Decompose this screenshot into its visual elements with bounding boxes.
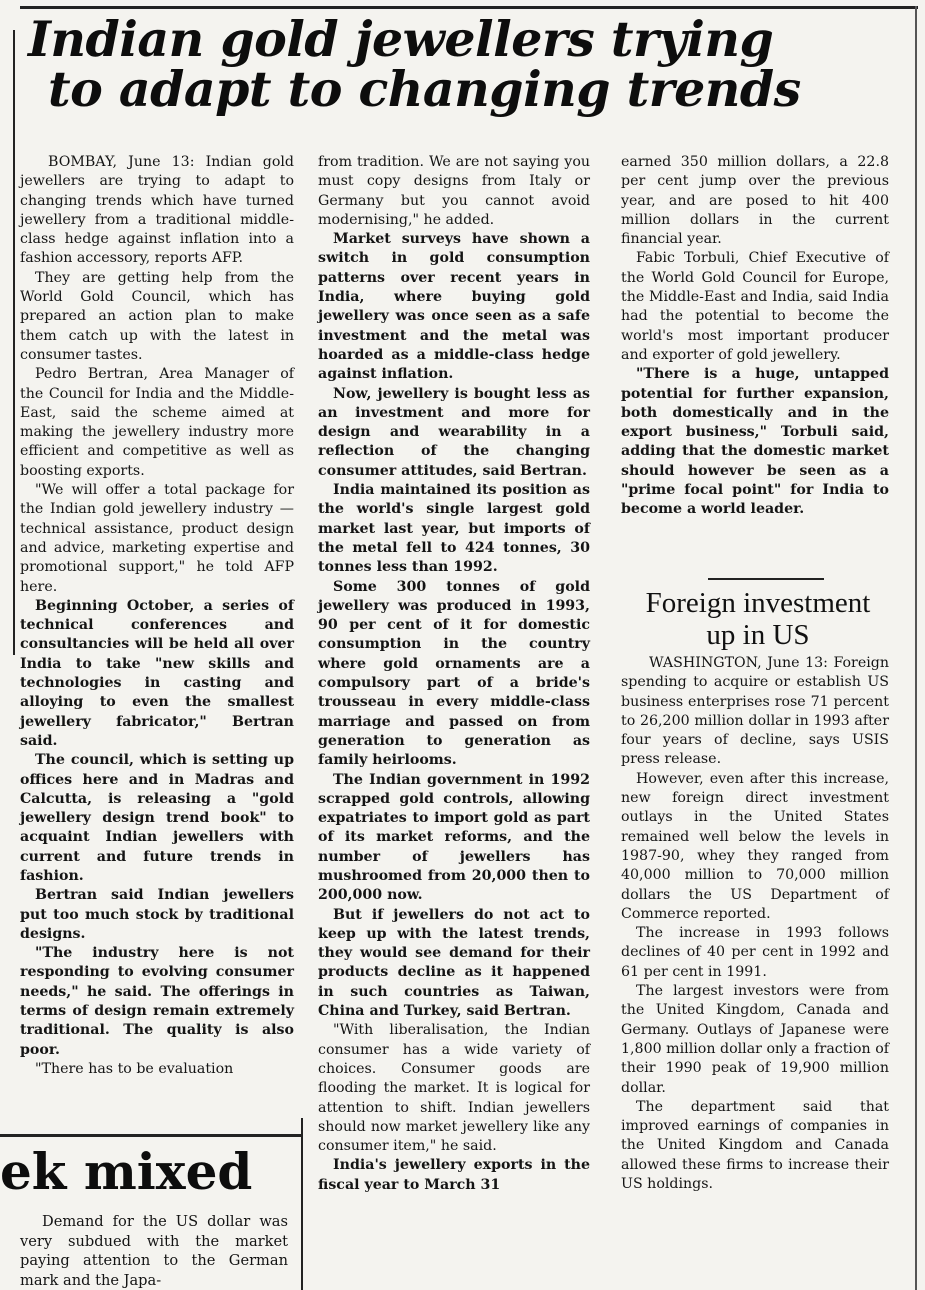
left-column-border (13, 30, 15, 655)
paragraph: Beginning October, a series of technical conferences and consultancies will be held all over India to take "new skills and technologies in casting and alloying to even the smallest jewellery fabricator," Bertran said. (20, 597, 294, 749)
column-divider (301, 1118, 303, 1290)
article-column-1 (20, 153, 294, 1079)
paragraph: The largest investors were from the United Kingdom, Canada and Germany. Outlays of Japanese were 1,800 million dollar only a fraction of their 1990 peak of 19,900 million dollar. (621, 983, 889, 1096)
paragraph: earned 350 million dollars, a 22.8 per cent jump over the previous year, and are posed to hit 400 million dollars in the current financial year. (621, 154, 889, 248)
paragraph: The Indian government in 1992 scrapped gold controls, allowing expatriates to import gold as part of its market reforms, and the number of jewellers has mushroomed from 20,000 then to 200,000 now. (318, 771, 590, 904)
paragraph: Some 300 tonnes of gold jewellery was produced in 1993, 90 per cent of it for domestic consumption in the country where gold ornaments are a compulsory part of a bride's trousseau in every middle-class marriage and passed on from generation to generation as family heirlooms. (318, 578, 590, 769)
second-article-column (621, 654, 889, 1194)
paragraph: WASHINGTON, June 13: Foreign spending to acquire or establish US business enterprises rose 71 percent to 26,200 million dollar in 1993 after four years of decline, says USIS press release. (621, 655, 889, 768)
paragraph: "We will offer a total package for the Indian gold jewellery industry — technical assistance, product design and advice, marketing expertise and promotional support," he told AFP here. (20, 482, 294, 595)
bottom-section-rule (0, 1134, 301, 1137)
paragraph: The department said that improved earnings of companies in the United Kingdom and Canada allowed these firms to increase their US holdings. (621, 1098, 889, 1193)
paragraph: India's jewellery exports in the fiscal year to March 31 (318, 1157, 590, 1193)
paragraph: India maintained its position as the world's single largest gold market last year, but imports of the metal fell to 424 tonnes, 30 tonnes less than 1992. (318, 482, 590, 576)
article-column-2 (318, 153, 590, 1195)
paragraph: from tradition. We are not saying you must copy designs from Italy or Germany but you cannot avoid modernising," he added. (318, 154, 590, 228)
paragraph: But if jewellers do not act to keep up with the latest trends, they would see demand for their products decline as it happened in such countries as Taiwan, China and Turkey, said Bertran. (318, 906, 590, 1020)
third-article-column (20, 1212, 288, 1290)
article-column-3 (621, 153, 889, 520)
subhead-line-2: up in US (706, 619, 810, 651)
paragraph: "With liberalisation, the Indian consumer has a wide variety of choices. Consumer goods are flooding the market. It is logical for attention to shift. Indian jewellers should now market jewellery like any consumer item," he said. (318, 1022, 590, 1155)
paragraph: BOMBAY, June 13: Indian gold jewellers are trying to adapt to changing trends which have turned jewellery from a traditional middle-class hedge against inflation into a fashion accessory, reports AFP. (20, 154, 294, 267)
paragraph: Pedro Bertran, Area Manager of the Council for India and the Middle-East, said the scheme aimed at making the jewellery industry more efficient and competitive as well as boosting exports. (20, 366, 294, 479)
second-article-headline (618, 587, 898, 651)
paragraph: However, even after this increase, new foreign direct investment outlays in the United States remained well below the levels in 1987-90, whey they ranged from 40,000 million to 70,000 million dollars the US Department of Commerce reported. (621, 770, 889, 922)
paragraph: They are getting help from the World Gold Council, which has prepared an action plan to make them catch up with the latest in consumer tastes. (20, 269, 294, 363)
paragraph: The increase in 1993 follows declines of 40 per cent in 1992 and 61 per cent in 1991. (621, 925, 889, 980)
headline-line-1: Indian gold jewellers trying (28, 10, 774, 68)
main-headline (28, 10, 908, 118)
top-rule (20, 6, 918, 9)
right-border (915, 6, 917, 1290)
paragraph: "There has to be evaluation (35, 1060, 234, 1077)
paragraph: Demand for the US dollar was very subdued with the market paying attention to the German mark and the Japa- (20, 1213, 288, 1289)
paragraph: Bertran said Indian jewellers put too much stock by traditional designs. (20, 887, 294, 942)
paragraph: "The industry here is not responding to evolving consumer needs," he said. The offerings in terms of design remain extremely traditional. The quality is also poor. (20, 945, 294, 1058)
paragraph: Market surveys have shown a switch in gold consumption patterns over recent years in India, where buying gold jewellery was once seen as a safe investment and the metal was hoarded as a middle-class hedge against inflation. (318, 231, 590, 383)
paragraph: The council, which is setting up offices here and in Madras and Calcutta, is releasing a "gold jewellery design trend book" to acquaint Indian jewellers with current and future trends in fashion. (20, 752, 294, 884)
subhead-rule (708, 578, 824, 580)
subhead-line-1: Foreign investment (645, 587, 871, 619)
third-article-headline: ek mixed (0, 1142, 253, 1201)
paragraph: Now, jewellery is bought less as an investment and more for design and wearability in a reflection of the changing consumer attitudes, said Bertran. (318, 385, 590, 479)
headline-line-2: to adapt to changing trends (48, 60, 801, 118)
paragraph: "There is a huge, untapped potential for further expansion, both domestically and in the export business," Torbuli said, adding that the domestic market should however be seen as a "prime focal point" for India to become a world leader. (621, 366, 889, 518)
paragraph: Fabic Torbuli, Chief Executive of the World Gold Council for Europe, the Middle-East and India, said India had the potential to become the world's most important producer and exporter of gold jewellery. (621, 250, 889, 363)
